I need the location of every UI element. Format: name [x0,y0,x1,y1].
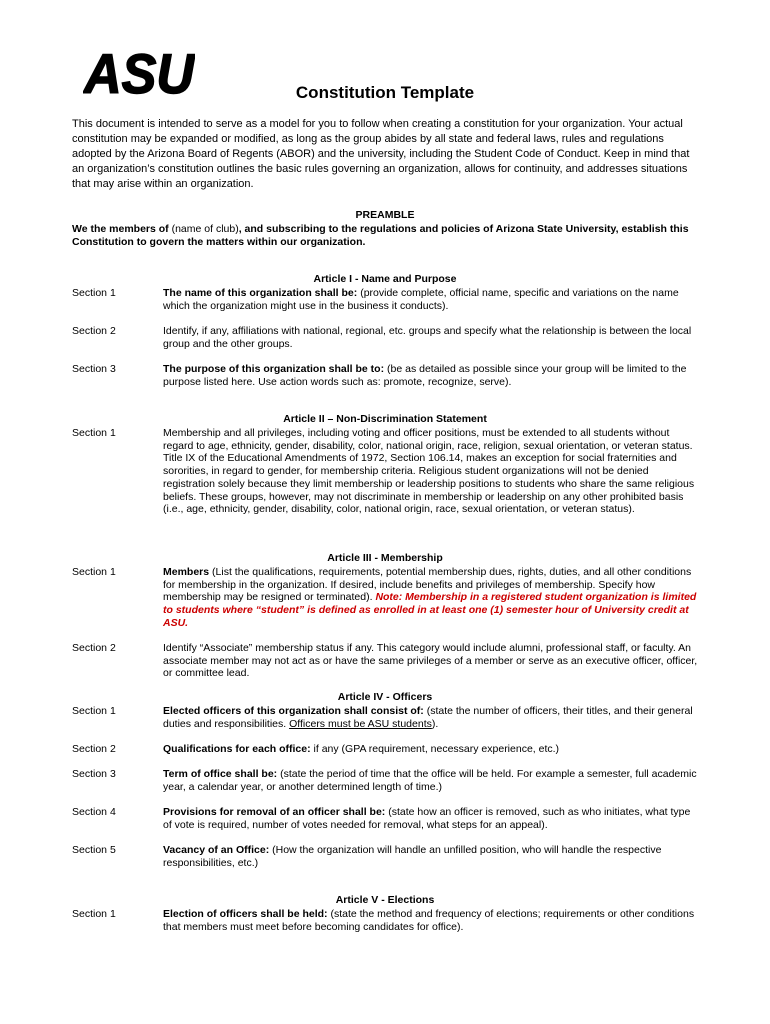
article-4-heading: Article IV - Officers [337,691,433,703]
article-1-section-1-text: The name of this organization shall be: (provide complete, official name, specific and variations on the name which the organization might use in the business it conducts). [163,287,679,312]
article-2-section-1-text: Membership and all privileges, including voting and officer positions, must be extended to all students without regard to age, ethnicity, gender, disability, color, national origin, race, religion, sexual orientation, or veteran status. Title IX of the Educational Amendments of 1972, Section 106.14, makes an exception for social fraternities and sororities, in regard to gender, for membership criteria. Religious student organizations will not be denied registration solely because they limit membership or leadership positions to students who share the same religious beliefs. These groups, however, may not discriminate in membership or leadership on any other prohibited basis (i.e., age, ethnicity, gender, disability, color, national origin, race, sexual orientation, or veteran status). [163,427,695,516]
article-2-heading: Article II – Non-Discrimination Statement [283,413,487,425]
membership-note: Note: Membership in a registered student organization is limited to students where “student” is defined as enrolled in at least one (1) semester hour of University credit at ASU. [163,591,697,629]
article-1-section-3-text: The purpose of this organization shall be to: (be as detailed as possible since your group will be limited to the purpose listed here. Use action words such as: promote, recognize, serve). [163,363,687,388]
article-4-section-2-label: Section 2 [72,743,116,755]
preamble-text: We the members of (name of club), and subscribing to the regulations and policies of Arizona State University, establish this Constitution to govern the matters within our organization. [72,223,689,248]
article-5-heading: Article V - Elections [335,894,435,906]
article-3-heading: Article III - Membership [327,552,443,564]
article-1-heading: Article I - Name and Purpose [313,273,457,285]
intro-paragraph: This document is intended to serve as a model for you to follow when creating a constitution for your organization. Your actual constitution may be expanded or modified, as long as the group abides by all state and federal laws, rules and regulations adopted by the Arizona Board of Regents (ABOR) and the university, including the Student Code of Conduct. Keep in mind that an organization’s constitution outlines the basic rules governing an organization, allows for continuity, and addresses situations that may arise within an organization. [72,118,690,190]
article-4-section-3-label: Section 3 [72,768,116,780]
article-3-section-1-label: Section 1 [72,566,116,578]
article-4-section-4-text: Provisions for removal of an officer shall be: (state how an officer is removed, such as who initiates, what type of vote is required, number of votes needed for removal, what steps for an appeal). [163,806,691,831]
article-4-section-2-text: Qualifications for each office: if any (GPA requirement, necessary experience, etc.) [163,743,560,755]
article-1-section-2-label: Section 2 [72,325,116,337]
article-3-section-2-text: Identify “Associate” membership status if any. This category would include alumni, professional staff, or faculty. An associate member may not act as or have the same privileges of a member or serve as an executive officer, officer, or committee lead. [163,642,698,680]
article-5-section-1-label: Section 1 [72,908,116,920]
article-4-section-1-label: Section 1 [72,705,116,717]
article-4-section-5-label: Section 5 [72,844,116,856]
article-2-section-1-label: Section 1 [72,427,116,439]
svg-text:ASU: ASU [83,47,195,97]
article-3-section-1-text: Members (List the qualifications, requirements, potential membership dues, rights, duties, and all other conditions for membership in the organization. If desired, include benefits and privileges of membership. Specify how membership may be resigned or terminated). Note: Membership in a registered student organization is limited to students where “student” is defined as enrolled in at least one (1) semester hour of University credit at ASU. [163,566,697,629]
article-1-section-1-label: Section 1 [72,287,116,299]
article-4-section-4-label: Section 4 [72,806,116,818]
article-1-section-3-label: Section 3 [72,363,116,375]
article-1-section-2-text: Identify, if any, affiliations with national, regional, etc. groups and specify what the relationship is between the local group and the other groups. [163,325,692,350]
article-3-section-2-label: Section 2 [72,642,116,654]
article-4-section-3-text: Term of office shall be: (state the period of time that the office will be held. For example a semester, full academic year, a calendar year, or another determined length of time.) [163,768,697,793]
preamble-heading: PREAMBLE [355,209,415,221]
article-4-section-1-text: Elected officers of this organization shall consist of: (state the number of officers, their titles, and their general duties and responsibilities. Officers must be ASU students). [163,705,693,730]
article-5-section-1-text: Election of officers shall be held: (state the method and frequency of elections; requirements or other conditions that members must meet before becoming candidates for office). [163,908,695,933]
article-4-section-5-text: Vacancy of an Office: (How the organization will handle an unfilled position, who will handle the respective responsibilities, etc.) [163,844,662,869]
page-title: Constitution Template [295,83,475,102]
